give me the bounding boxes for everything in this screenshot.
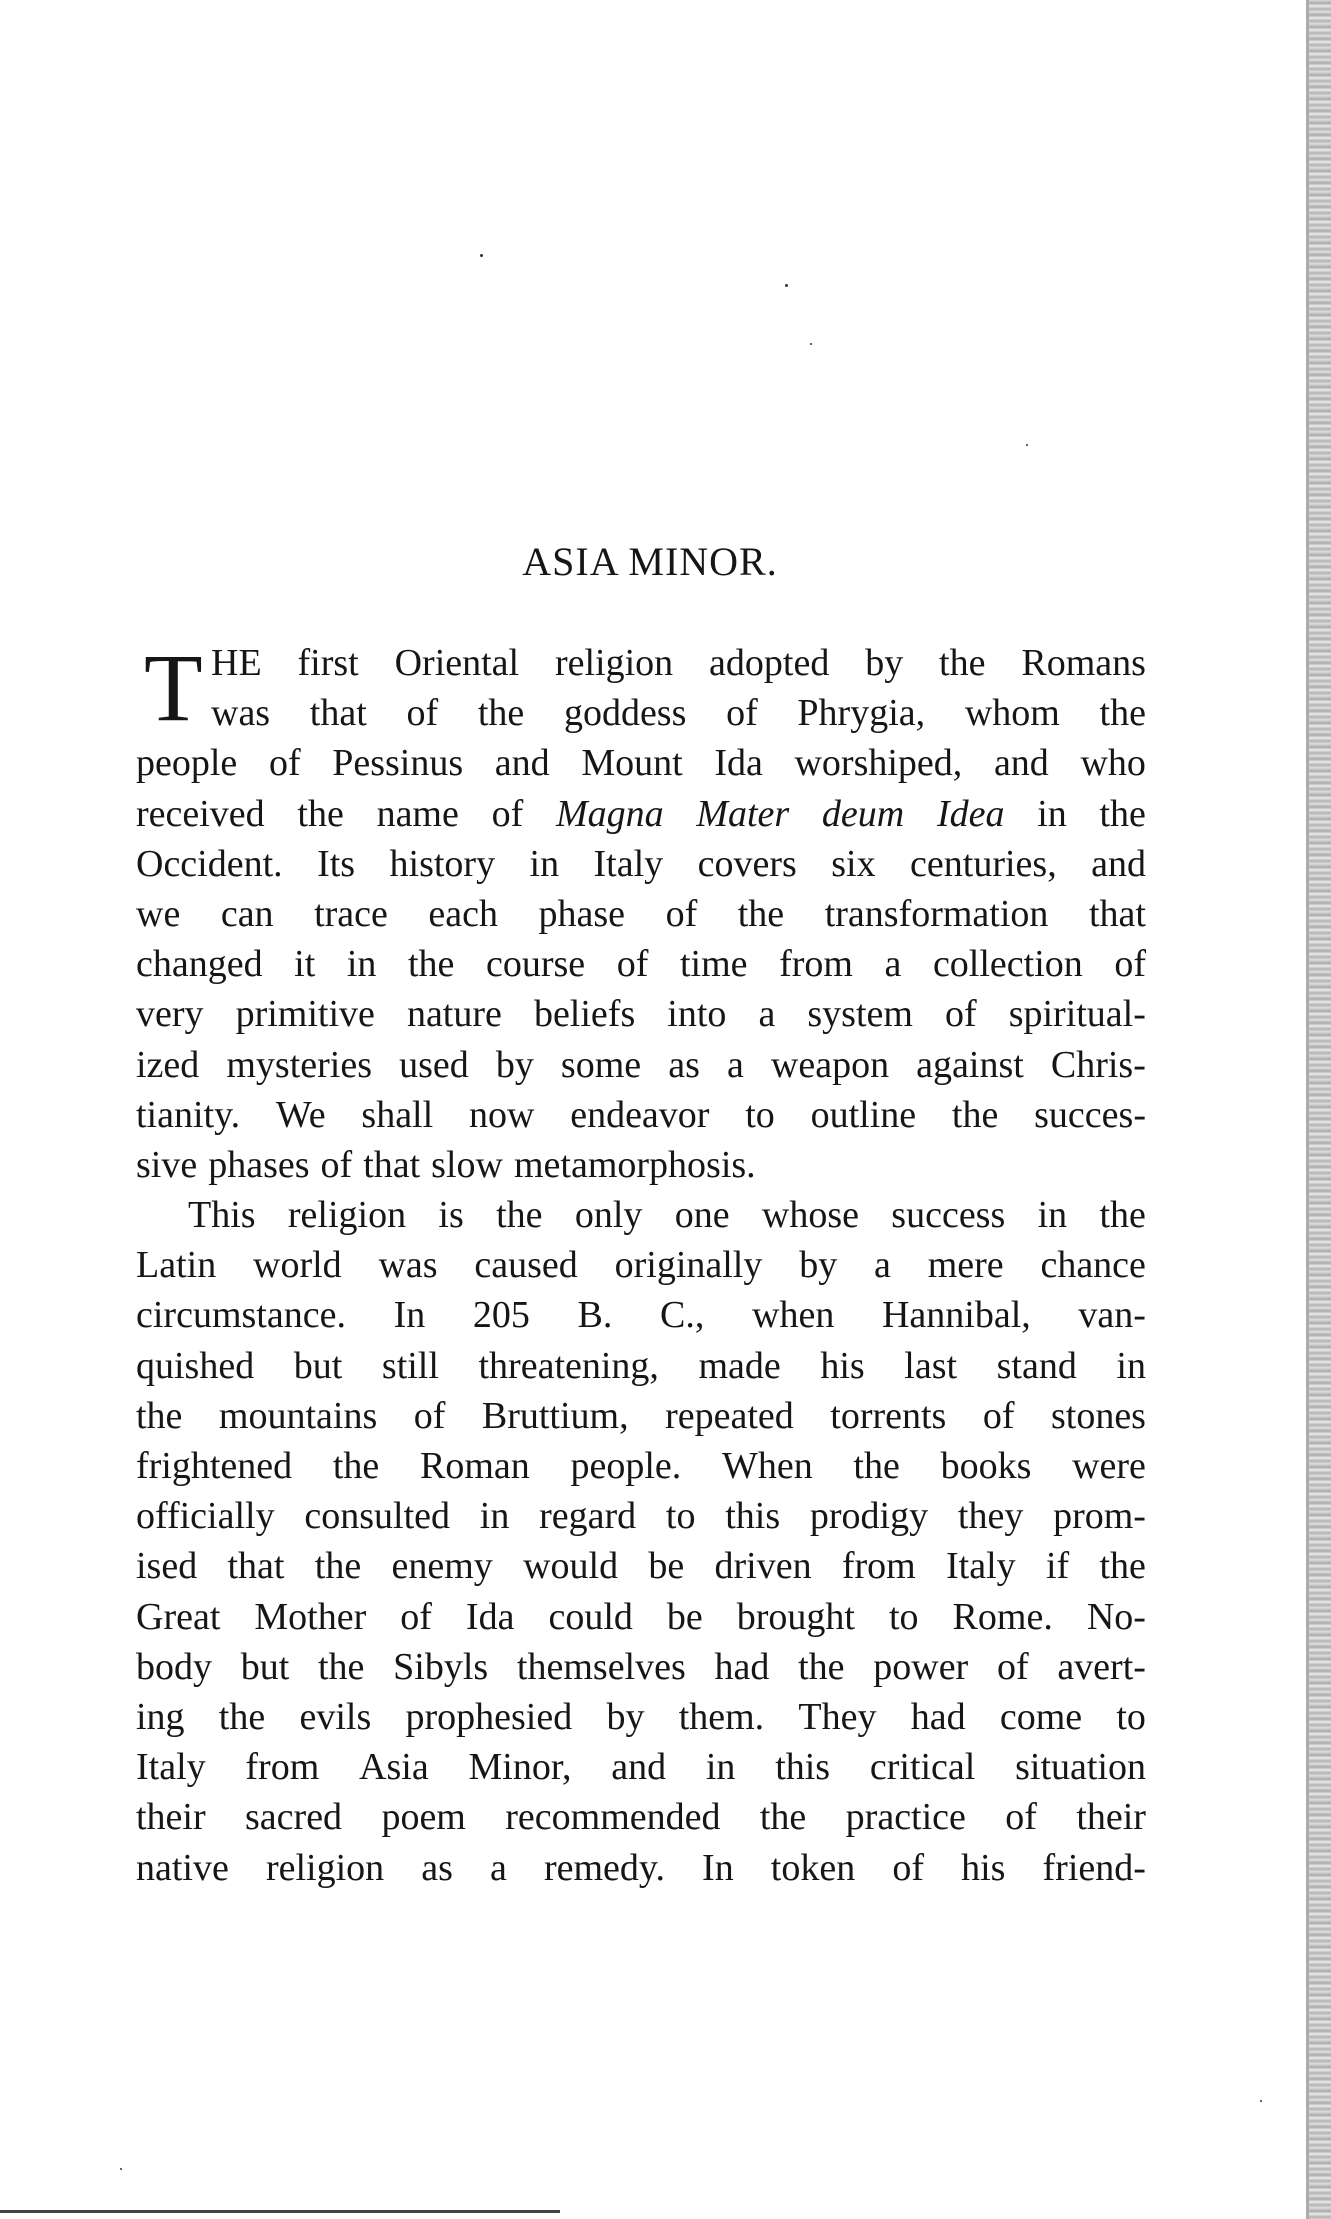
word: succes- — [1034, 1093, 1146, 1136]
text-line — [136, 738, 1146, 788]
word: repeated — [665, 1394, 794, 1437]
word: slow — [431, 1143, 503, 1186]
word: Romans — [1021, 642, 1146, 684]
word: in — [1037, 1194, 1068, 1237]
word: mountains — [218, 1394, 378, 1437]
word: evils — [299, 1695, 372, 1738]
word: the — [1099, 1194, 1146, 1237]
text-line — [136, 1742, 1146, 1792]
word: of — [413, 1394, 446, 1437]
word: people. — [570, 1445, 682, 1487]
word: covers — [697, 842, 797, 885]
word: be — [666, 1595, 703, 1638]
word: of — [268, 742, 301, 785]
word: phases — [208, 1143, 310, 1186]
word: used — [399, 1043, 469, 1086]
word: of — [320, 1143, 353, 1186]
word: to — [745, 1093, 775, 1136]
word: the — [136, 1394, 183, 1437]
word: Ida — [465, 1595, 515, 1638]
word: Chris- — [1050, 1043, 1146, 1086]
word: When — [721, 1445, 813, 1487]
speck — [480, 254, 483, 257]
word: Italy — [136, 1746, 206, 1789]
body-text — [136, 634, 1146, 1893]
word: but — [240, 1645, 290, 1688]
word: first — [297, 642, 359, 684]
word: come — [999, 1695, 1083, 1738]
word: a — [884, 943, 902, 986]
word: was — [378, 1244, 438, 1287]
word: of — [1005, 1796, 1037, 1839]
text-line — [136, 1642, 1146, 1692]
word: In — [702, 1846, 734, 1889]
word: books — [940, 1445, 1032, 1487]
word: to — [665, 1495, 696, 1538]
word: regard — [539, 1495, 637, 1538]
text-line — [136, 1843, 1146, 1893]
word: torrents — [830, 1394, 947, 1437]
drop-cap: T — [144, 634, 203, 741]
word: officially — [136, 1495, 275, 1538]
word: worshiped, — [794, 742, 963, 785]
word: Italy — [593, 842, 664, 885]
word: weapon — [770, 1043, 890, 1086]
word: history — [389, 842, 496, 885]
word: the — [1099, 692, 1146, 735]
word: when — [752, 1294, 835, 1337]
word: Bruttium, — [481, 1394, 629, 1437]
word: They — [798, 1695, 877, 1738]
word: it — [294, 943, 316, 986]
word: threatening, — [478, 1344, 659, 1387]
word: we — [136, 892, 181, 935]
word: and — [1091, 842, 1146, 885]
word: changed — [136, 943, 263, 986]
word: had — [910, 1695, 966, 1738]
word: the — [318, 1645, 365, 1688]
word: ized — [136, 1043, 200, 1086]
text-line — [136, 1190, 1146, 1240]
word: tianity. — [136, 1093, 241, 1136]
word: the — [951, 1093, 999, 1136]
word: Mother — [254, 1595, 367, 1638]
word: Idea — [936, 792, 1005, 835]
text-line — [136, 1391, 1146, 1441]
word: deum — [821, 792, 905, 835]
word: themselves — [516, 1645, 686, 1688]
word: frightened — [136, 1445, 293, 1487]
text-line — [136, 889, 1146, 939]
word: but — [293, 1344, 343, 1387]
text-line — [136, 1441, 1146, 1491]
word: van- — [1078, 1294, 1146, 1337]
word: a — [758, 993, 776, 1036]
word: success — [891, 1194, 1006, 1237]
word: transformation — [824, 892, 1049, 935]
word: of — [982, 1394, 1015, 1437]
word: still — [381, 1344, 439, 1387]
word: trace — [314, 892, 388, 935]
word: We — [275, 1093, 326, 1136]
text-line — [136, 1692, 1146, 1742]
speck — [785, 284, 788, 287]
word: recommended — [505, 1796, 721, 1839]
text-line — [136, 688, 1146, 738]
word: his — [961, 1846, 1006, 1889]
word: was — [211, 692, 271, 735]
word: stand — [996, 1344, 1077, 1387]
word: C., — [660, 1294, 705, 1337]
text-line — [136, 1341, 1146, 1391]
word: quished — [136, 1344, 255, 1387]
word: against — [916, 1043, 1024, 1086]
word: shall — [361, 1093, 434, 1136]
word: originally — [614, 1244, 763, 1287]
word: Italy — [946, 1545, 1016, 1588]
word: chance — [1040, 1244, 1146, 1287]
word: Rome. — [952, 1595, 1053, 1638]
word: practice — [845, 1796, 966, 1839]
word: primitive — [235, 993, 375, 1036]
word: be — [648, 1545, 685, 1588]
word: and — [993, 742, 1049, 785]
word: avert- — [1057, 1645, 1146, 1688]
word: of — [944, 993, 977, 1036]
word: in — [479, 1495, 510, 1538]
word: collection — [932, 943, 1083, 986]
word: each — [428, 892, 499, 935]
word: prom- — [1053, 1495, 1146, 1538]
word: name — [376, 792, 459, 835]
text-line — [136, 1290, 1146, 1340]
word: in — [529, 842, 560, 885]
word: could — [548, 1595, 633, 1638]
word: adopted — [709, 642, 830, 684]
word: enemy — [391, 1545, 493, 1588]
word: of — [726, 692, 758, 735]
word: nature — [406, 993, 502, 1036]
word: the — [1099, 792, 1146, 835]
word: system — [807, 993, 913, 1036]
word: received — [136, 792, 265, 835]
text-line — [136, 638, 1146, 688]
word: mere — [927, 1244, 1004, 1287]
word: sive — [136, 1143, 198, 1186]
word: This — [188, 1194, 256, 1237]
word: beliefs — [533, 993, 636, 1036]
word: body — [136, 1645, 212, 1688]
word: time — [679, 943, 748, 986]
word: by — [865, 642, 904, 684]
word: the — [737, 892, 785, 935]
word: in — [346, 943, 377, 986]
word: 205 — [472, 1294, 530, 1337]
word: endeavor — [570, 1093, 710, 1136]
word: from — [779, 943, 853, 986]
word: Its — [317, 842, 356, 885]
word: Latin — [136, 1244, 217, 1287]
word: centuries, — [910, 842, 1057, 885]
word: spiritual- — [1008, 993, 1146, 1036]
word: of — [665, 892, 698, 935]
chapter-title: ASIA MINOR. — [522, 539, 778, 584]
word: who — [1080, 742, 1146, 785]
word: In — [393, 1294, 426, 1337]
word: Phrygia, — [797, 692, 926, 735]
word: would — [523, 1545, 619, 1588]
word: of — [491, 792, 524, 835]
word: Asia — [359, 1746, 429, 1789]
word: Sibyls — [393, 1645, 489, 1688]
word: caused — [474, 1244, 578, 1287]
word: remedy. — [543, 1846, 665, 1889]
text-line — [136, 1541, 1146, 1591]
word: whom — [964, 692, 1060, 735]
word: religion — [287, 1194, 407, 1237]
text-line — [136, 1792, 1146, 1842]
word: of — [400, 1595, 432, 1638]
word: this — [775, 1746, 831, 1789]
word: brought — [736, 1595, 855, 1638]
word: Occident. — [136, 842, 283, 885]
word: is — [438, 1194, 464, 1237]
word: the — [1099, 1545, 1146, 1588]
word: Great — [136, 1595, 221, 1638]
word: of — [406, 692, 439, 735]
word: as — [668, 1043, 700, 1086]
word: the — [297, 792, 344, 835]
word: the — [314, 1545, 362, 1588]
word: people — [136, 742, 238, 785]
word: by — [495, 1043, 534, 1086]
word: metamorphosis. — [513, 1143, 756, 1186]
text-line — [136, 1040, 1146, 1090]
text-line — [136, 939, 1146, 989]
word: the — [759, 1796, 807, 1839]
word: religion — [265, 1846, 385, 1889]
word: very — [136, 993, 204, 1036]
word: Oriental — [394, 642, 520, 684]
word: as — [421, 1846, 453, 1889]
word: in — [1037, 792, 1067, 835]
word: if — [1045, 1545, 1070, 1588]
word: friend- — [1042, 1846, 1146, 1889]
word: of — [892, 1846, 924, 1889]
word: them. — [678, 1695, 765, 1738]
word: driven — [714, 1545, 812, 1588]
word: Mater — [696, 792, 790, 835]
word: whose — [761, 1194, 859, 1237]
text-line — [136, 839, 1146, 889]
word: Magna — [555, 792, 664, 835]
word: to — [888, 1595, 919, 1638]
word: situation — [1015, 1746, 1146, 1789]
speck — [810, 343, 812, 345]
word: mysteries — [226, 1043, 373, 1086]
speck — [1260, 2100, 1262, 2102]
word: Mount — [581, 742, 683, 785]
word: in — [1116, 1344, 1146, 1387]
word: prophesied — [405, 1695, 573, 1738]
word: course — [485, 943, 586, 986]
word: now — [468, 1093, 535, 1136]
word: of — [616, 943, 649, 986]
bottom-rule — [0, 2210, 560, 2213]
word: his — [820, 1344, 865, 1387]
word: religion — [554, 642, 674, 684]
word: had — [714, 1645, 770, 1688]
word: that — [227, 1545, 285, 1588]
word: prodigy — [809, 1495, 929, 1538]
word: their — [136, 1796, 206, 1839]
word: B. — [577, 1294, 613, 1337]
speck — [1026, 444, 1028, 446]
word: circumstance. — [136, 1294, 346, 1337]
word: goddess — [563, 692, 687, 735]
word: the — [853, 1445, 900, 1487]
word: of — [996, 1645, 1029, 1688]
word: the — [218, 1695, 266, 1738]
word: world — [253, 1244, 342, 1287]
page-edge — [1309, 0, 1331, 2219]
word: native — [136, 1846, 229, 1889]
word: last — [904, 1344, 958, 1387]
text-line — [136, 1491, 1146, 1541]
word: some — [560, 1043, 642, 1086]
word: were — [1072, 1445, 1146, 1487]
word: power — [873, 1645, 969, 1688]
word: from — [245, 1746, 320, 1789]
word: that — [1088, 892, 1146, 935]
word: Minor, — [468, 1746, 572, 1789]
word: can — [220, 892, 274, 935]
word: ing — [136, 1695, 185, 1738]
text-line — [136, 789, 1146, 839]
word: token — [770, 1846, 856, 1889]
word: the — [477, 692, 525, 735]
word: consulted — [304, 1495, 450, 1538]
word: Pessinus — [332, 742, 464, 785]
word: one — [674, 1194, 730, 1237]
word: only — [574, 1194, 643, 1237]
word: stones — [1050, 1394, 1146, 1437]
word: poem — [381, 1796, 466, 1839]
word: phase — [538, 892, 626, 935]
word: sacred — [245, 1796, 343, 1839]
text-line — [136, 1140, 1146, 1190]
word: Ida — [714, 742, 763, 785]
word: the — [798, 1645, 845, 1688]
word: the — [407, 943, 455, 986]
word: the — [332, 1445, 380, 1487]
word: ised — [136, 1545, 198, 1588]
word: outline — [810, 1093, 917, 1136]
word: and — [611, 1746, 667, 1789]
word: a — [726, 1043, 744, 1086]
word: Roman — [420, 1445, 530, 1487]
word: that — [363, 1143, 421, 1186]
text-line — [136, 1090, 1146, 1140]
word: made — [698, 1344, 781, 1387]
text-line — [136, 989, 1146, 1039]
word: that — [309, 692, 367, 735]
word: from — [841, 1545, 916, 1588]
word: six — [831, 842, 876, 885]
word: their — [1076, 1796, 1146, 1839]
word: to — [1116, 1695, 1146, 1738]
word: into — [667, 993, 727, 1036]
word: the — [496, 1194, 543, 1237]
word: of — [1114, 943, 1146, 986]
word: HE — [211, 642, 262, 684]
text-line — [136, 1240, 1146, 1290]
word: Hannibal, — [881, 1294, 1031, 1337]
word: critical — [869, 1746, 976, 1789]
word: the — [939, 642, 986, 684]
word: a — [490, 1846, 507, 1889]
word: by — [606, 1695, 645, 1738]
word: by — [799, 1244, 838, 1287]
word: this — [725, 1495, 781, 1538]
word: in — [705, 1746, 736, 1789]
word: a — [874, 1244, 891, 1287]
text-line — [136, 1592, 1146, 1642]
word: they — [957, 1495, 1024, 1538]
speck — [120, 2168, 122, 2170]
word: No- — [1086, 1595, 1146, 1638]
word: and — [494, 742, 550, 785]
